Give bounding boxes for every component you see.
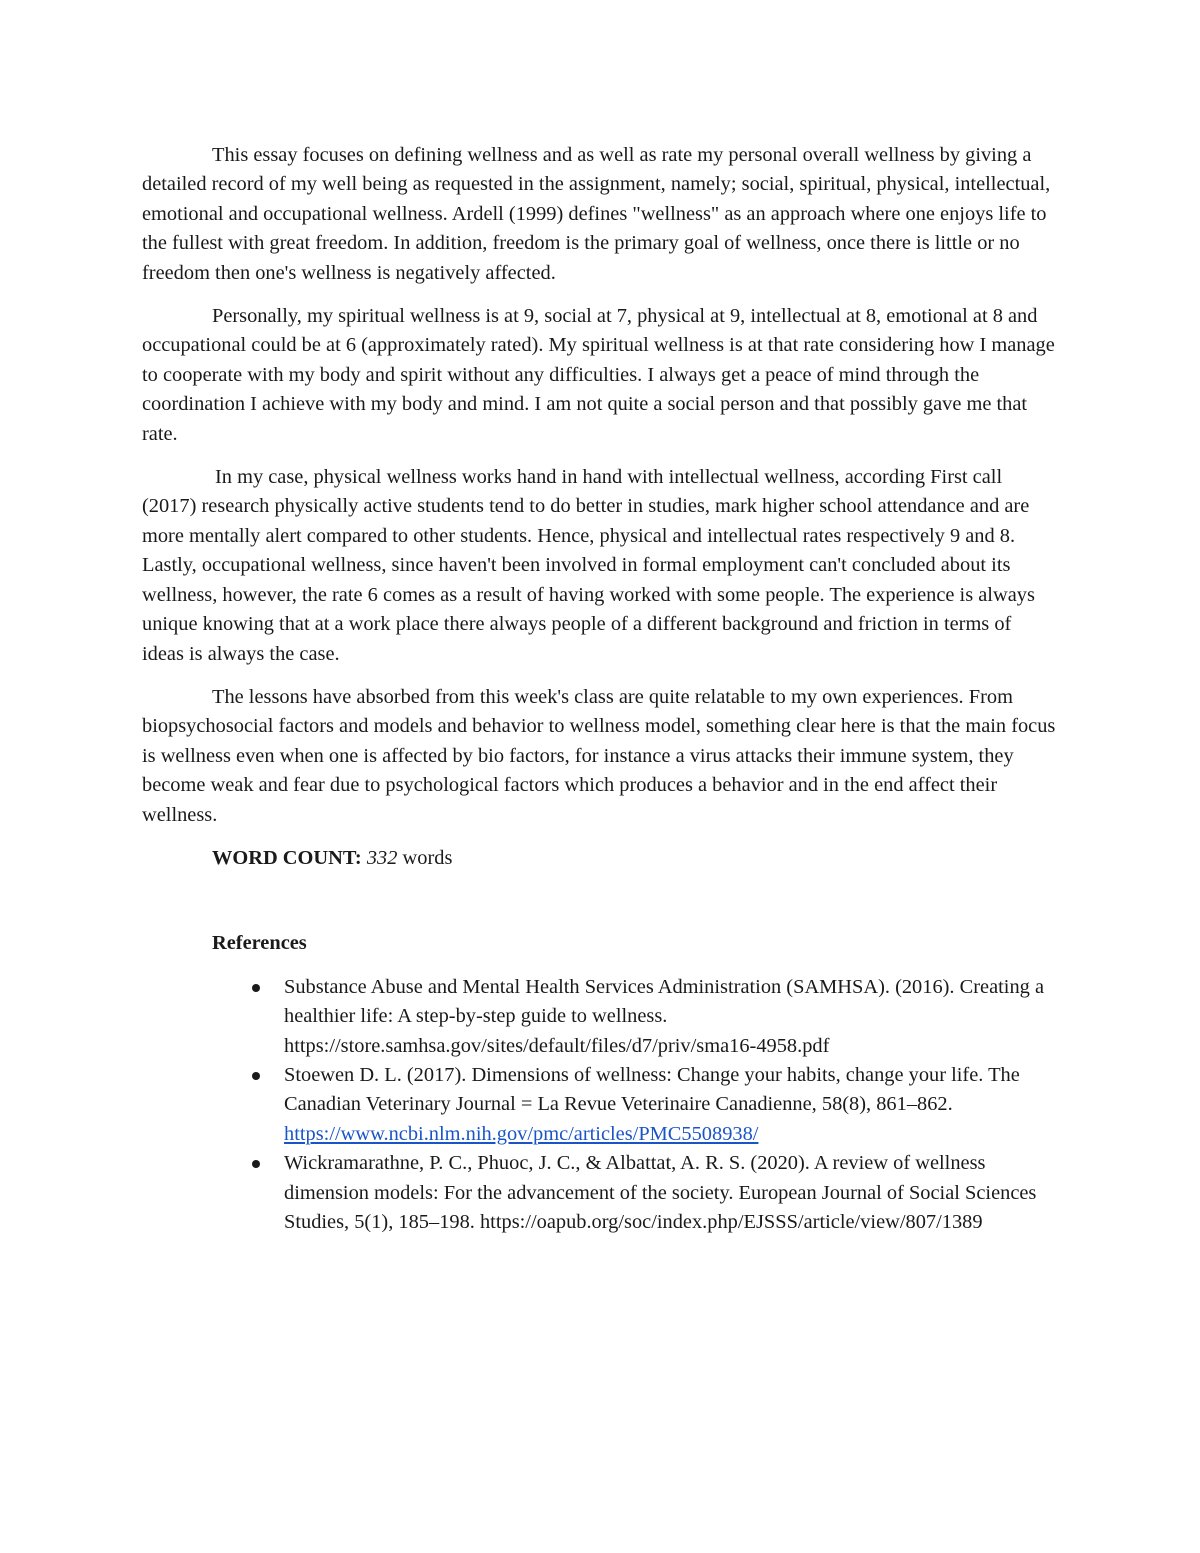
essay-paragraph-3: In my case, physical wellness works hand in hand with intellectual wellness, according First call (2017) research physically active students tend to do better in studies, mark higher school attendance and are more mentally alert compared to other students. Hence, physical and intellectual rates respectively 9 and 8. Lastly, occupational wellness, since haven't been involved in formal employment can't concluded about its wellness, however, the rate 6 comes as a result of having worked with some people. The experience is always unique knowing that at a work place there always people of a different background and friction in terms of ideas is always the case. [142,466,1035,665]
bullet-icon [252,1160,260,1168]
reference-text: Wickramarathne, P. C., Phuoc, J. C., & Albattat, A. R. S. (2020). A review of wellness dimension models: For the advancement of the society. European Journal of Social Sciences Studies, 5(1), 185–198. https://oapub.org/soc/index.php/EJSSS/article/view/807/1389 [284,1152,1037,1233]
references-list [142,973,1057,1238]
reference-item [142,1149,1057,1237]
word-count [212,844,1057,873]
essay-paragraph-4: The lessons have absorbed from this week's class are quite relatable to my own experiences. From biopsychosocial factors and models and behavior to wellness model, something clear here is that the main focus is wellness even when one is affected by bio factors, for instance a virus attacks their immune system, they become weak and fear due to psychological factors which produces a behavior and in the end affect their wellness. [142,685,1056,826]
bullet-icon [252,1072,260,1080]
bullet-icon [252,984,260,992]
reference-item [142,1061,1057,1149]
document-page [142,141,1057,1237]
word-count-label: WORD COUNT: [212,846,362,869]
references-heading: References [212,932,307,955]
reference-text: Stoewen D. L. (2017). Dimensions of wellness: Change your habits, change your life. The Canadian Veterinary Journal = La Revue Veterinaire Canadienne, 58(8), 861–862. [284,1063,1020,1116]
essay-paragraph-1: This essay focuses on defining wellness and as well as rate my personal overall wellness by giving a detailed record of my well being as requested in the assignment, namely; social, spiritual, physical, intellectual, emotional and occupational wellness. Ardell (1999) defines "wellness" as an approach where one enjoys life to the fullest with great freedom. In addition, freedom is the primary goal of wellness, once there is little or no freedom then one's wellness is negatively affected. [142,144,1051,284]
word-count-value: 332 [366,846,398,869]
reference-item [142,973,1057,1061]
reference-link[interactable]: https://www.ncbi.nlm.nih.gov/pmc/articles/PMC5508938/ [284,1122,759,1145]
reference-text: Substance Abuse and Mental Health Services Administration (SAMHSA). (2016). Creating a healthier life: A step-by-step guide to wellness. https://store.samhsa.gov/sites/default/files/d7/priv/sma16-4958.pdf [284,975,1044,1057]
essay-paragraph-2: Personally, my spiritual wellness is at 9, social at 7, physical at 9, intellectual at 8, emotional at 8 and occupational could be at 6 (approximately rated). My spiritual wellness is at that rate considering how I manage to cooperate with my body and spirit without any difficulties. I always get a peace of mind through the coordination I achieve with my body and mind. I am not quite a social person and that possibly gave me that rate. [142,305,1055,445]
word-count-unit: words [402,846,453,869]
